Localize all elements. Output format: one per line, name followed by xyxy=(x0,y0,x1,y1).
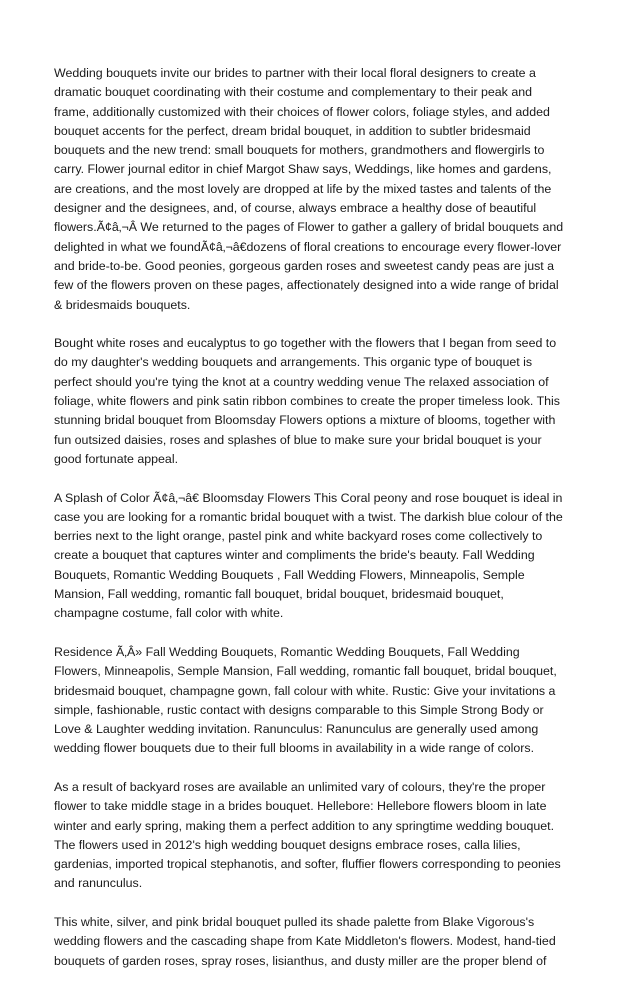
text-line: This white, silver, and pink bridal bouquet pulled its shade palette from Blake Vigorous's xyxy=(54,915,535,930)
text-line: As a result of backyard roses are available an unlimited vary of colours, they're the proper xyxy=(54,779,546,794)
paragraph xyxy=(54,643,586,759)
text-line: Residence Ã‚Â» Fall Wedding Bouquets, Romantic Wedding Bouquets, Fall Wedding xyxy=(54,644,520,659)
text-line: flowers.Ã¢â‚¬Â We returned to the pages of Flower to gather a gallery of bridal bouquets and xyxy=(54,220,564,235)
text-line: dramatic bouquet coordinating with their costume and complementary to their peak and xyxy=(54,85,532,100)
text-line: & bridesmaids bouquets. xyxy=(54,297,191,312)
text-line: bouquet accents for the perfect, dream bridal bouquet, in addition to subtler bridesmaid xyxy=(54,123,531,138)
text-line: The flowers used in 2012's high wedding bouquet designs embrace roses, calla lilies, xyxy=(54,837,521,852)
text-line: Mansion, Fall wedding, romantic fall bouquet, bridal bouquet, bridesmaid bouquet, xyxy=(54,587,504,602)
text-line: are creations, and the most lovely are dropped at life by the mixed tastes and talents of the xyxy=(54,181,552,196)
paragraph xyxy=(54,913,586,971)
text-line: delighted in what we foundÃ¢â‚¬â€dozens of floral creations to encourage every flower-lover xyxy=(54,239,562,254)
text-line: designer and the designees, and, of course, always embrace a healthy dose of beautiful xyxy=(54,201,537,216)
text-line: case you are looking for a romantic bridal bouquet with a twist. The darkish blue colour of the xyxy=(54,509,563,524)
text-line: perfect should you're tying the knot at a country wedding venue The relaxed association of xyxy=(54,374,549,389)
text-line: wedding flowers and the cascading shape from Kate Middleton's flowers. Modest, hand-tied xyxy=(54,934,556,949)
text-line: wedding flower bouquets due to their full blooms in availability in a wide range of colors. xyxy=(54,741,535,756)
text-line: Wedding bouquets invite our brides to partner with their local floral designers to create a xyxy=(54,66,536,80)
text-line: Flowers, Minneapolis, Semple Mansion, Fall wedding, romantic fall bouquet, bridal bouquet, xyxy=(54,664,557,679)
text-line: simple, fashionable, rustic contact with designs comparable to this Simple Strong Body or xyxy=(54,702,544,717)
text-line: bouquets of garden roses, spray roses, lisianthus, and dusty miller are the proper blend of xyxy=(54,953,547,968)
text-line: Bought white roses and eucalyptus to go together with the flowers that I began from seed to xyxy=(54,336,557,351)
paragraph xyxy=(54,778,586,894)
text-line: gardenias, imported tropical stephanotis, and softer, fluffier flowers corresponding to peonies xyxy=(54,857,561,872)
text-line: champagne costume, fall color with white. xyxy=(54,606,284,621)
text-line: stunning bridal bouquet from Bloomsday Flowers options a mixture of blooms, together with xyxy=(54,413,556,428)
text-line: good fortunate appeal. xyxy=(54,451,179,466)
text-line: and bride-to-be. Good peonies, gorgeous garden roses and sweetest candy peas are just a xyxy=(54,258,555,273)
text-line: create a bouquet that captures winter and compliments the bride's beauty. Fall Wedding xyxy=(54,548,535,563)
text-line: carry. Flower journal editor in chief Margot Shaw says, Weddings, like homes and gardens, xyxy=(54,162,552,177)
article-body xyxy=(54,64,586,990)
text-line: berries next to the light orange, pastel pink and white backyard roses come collectively to xyxy=(54,529,543,544)
text-line: and ranunculus. xyxy=(54,876,143,891)
paragraph xyxy=(54,489,586,624)
text-line: Bouquets, Romantic Wedding Bouquets , Fall Wedding Flowers, Minneapolis, Semple xyxy=(54,567,525,582)
text-line: fun outsized daisies, roses and splashes of blue to make sure your bridal bouquet is your xyxy=(54,432,542,447)
paragraph xyxy=(54,334,586,469)
text-line: Love & Laughter wedding invitation. Ranunculus: Ranunculus are generally used among xyxy=(54,722,539,737)
text-line: bouquets and the new trend: small bouquets for mothers, grandmothers and flowergirls to xyxy=(54,143,545,158)
text-line: bridesmaid bouquet, champagne gown, fall colour with white. Rustic: Give your invitations a xyxy=(54,683,556,698)
text-line: A Splash of Color Ã¢â‚¬â€ Bloomsday Flowers This Coral peony and rose bouquet is ideal in xyxy=(54,490,563,505)
paragraph xyxy=(54,64,586,315)
text-line: few of the flowers proven on these pages, affectionately designed into a wide range of bridal xyxy=(54,278,559,293)
text-line: foliage, white flowers and pink satin ribbon combines to create the proper timeless look. This xyxy=(54,394,560,409)
text-line: winter and early spring, making them a perfect addition to any springtime wedding bouquet. xyxy=(54,818,555,833)
text-line: flower to take middle stage in a brides bouquet. Hellebore: Hellebore flowers bloom in late xyxy=(54,799,547,814)
text-line: frame, additionally customized with their choices of flower colors, foliage styles, and added xyxy=(54,104,550,119)
text-line: do my daughter's wedding bouquets and arrangements. This organic type of bouquet is xyxy=(54,355,533,370)
